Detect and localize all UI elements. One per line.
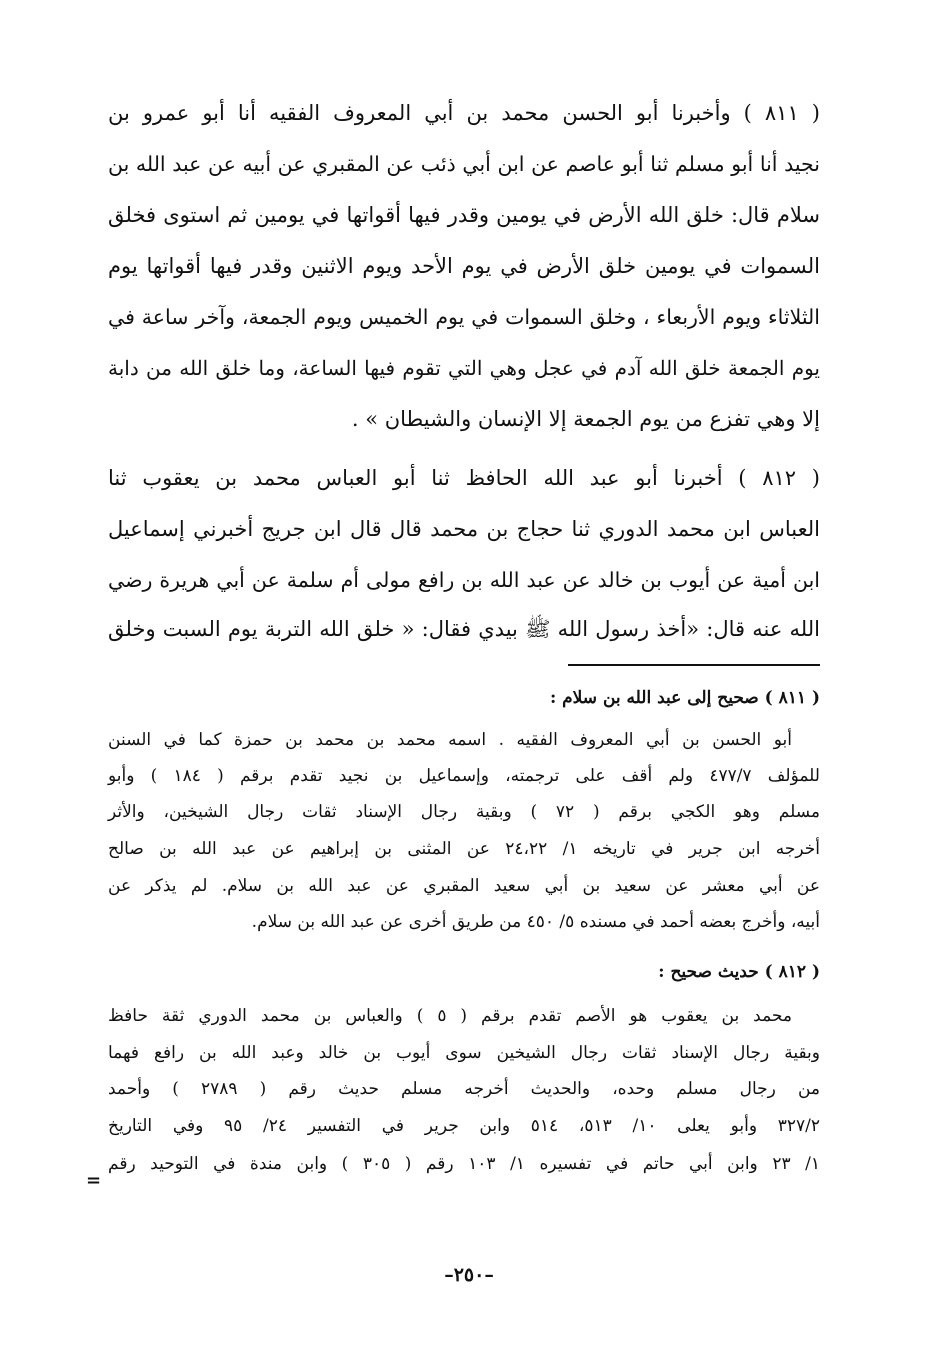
footnote-812-line: ١/ ٢٣ وابن أبي حاتم في تفسيره ١/ ١٠٣ رقم ( ٣٠٥ ) وابن مندة في التوحيد رقم	[108, 1154, 820, 1174]
footnote-812-line: ٣٢٧/٢ وأبو يعلى ١٠/ ٥١٣، ٥١٤ وابن جرير في التفسير ٢٤/ ٩٥ وفي التاريخ	[108, 1116, 821, 1136]
footnote-811-line: أبو الحسن بن أبي المعروف الفقيه . اسمه محمد بن محمد بن حمزة كما في السنن	[108, 730, 792, 750]
hadith-811-line: سلام قال: خلق الله الأرض في يومين وقدر فيها أقواتها في يومين ثم استوى فخلق	[108, 203, 820, 227]
page-number: –٢٥٠–	[444, 1264, 494, 1286]
footnote-811-line: أخرجه ابن جرير في تاريخه ١/ ٢٤،٢٢ عن المثنى بن إبراهيم عن عبد الله بن صالح	[108, 839, 820, 859]
footnote-811-line: أبيه، وأخرج بعضه أحمد في مسنده ٥/ ٤٥٠ من طريق أخرى عن عبد الله بن سلام.	[251, 912, 820, 932]
footnote-812-line: محمد بن يعقوب هو الأصم تقدم برقم ( ٥ ) والعباس بن محمد الدوري ثقة حافظ	[108, 1006, 792, 1026]
footnote-812-heading: ( ٨١٢ ) حديث صحيح :	[658, 962, 820, 982]
hadith-812-line: ( ٨١٢ ) أخبرنا أبو عبد الله الحافظ ثنا أبو العباس محمد بن يعقوب ثنا	[108, 466, 820, 490]
footnote-811-line: مسلم وهو الكجي برقم ( ٧٢ ) وبقية رجال الإسناد ثقات رجال الشيخين، والأثر	[108, 802, 820, 822]
hadith-811-line: السموات في يومين خلق الأرض في يوم الأحد ويوم الاثنين وقدر فيها أقواتها يوم	[108, 254, 820, 278]
hadith-812-line: ابن أمية عن أيوب بن خالد عن عبد الله بن رافع مولى أم سلمة عن أبي هريرة رضي	[108, 568, 820, 592]
continuation-mark: =	[86, 1170, 102, 1191]
hadith-811-line: إلا وهي تفزع من يوم الجمعة إلا الإنسان والشيطان » .	[351, 407, 820, 431]
hadith-812-line: الله عنه قال: «أخذ رسول الله ﷺ بيدي فقال: « خلق الله التربة يوم السبت وخلق	[108, 617, 820, 641]
hadith-811-line: نجيد أنا أبو مسلم ثنا أبو عاصم عن ابن أبي ذئب عن المقبري عن أبيه عن عبد الله بن	[108, 152, 820, 176]
footnote-811-line: للمؤلف ٤٧٧/٧ ولم أقف على ترجمته، وإسماعيل بن نجيد تقدم برقم ( ١٨٤ ) وأبو	[108, 766, 820, 786]
footnote-811-line: عن أبي معشر عن سعيد بن أبي سعيد المقبري عن عبد الله بن سلام. لم يذكر عن	[108, 876, 820, 896]
hadith-811-line: الثلاثاء ويوم الأربعاء ، وخلق السموات في يوم الخميس ويوم الجمعة، وآخر ساعة في	[108, 305, 820, 329]
footnote-811-heading: ( ٨١١ ) صحيح إلى عبد الله بن سلام :	[549, 688, 820, 708]
footnote-812-line: وبقية رجال الإسناد ثقات رجال الشيخين سوى أيوب بن خالد وعبد الله بن رافع فهما	[108, 1043, 820, 1063]
footnote-812-line: من رجال مسلم وحده، والحديث أخرجه مسلم حديث رقم ( ٢٧٨٩ ) وأحمد	[108, 1079, 820, 1099]
footnote-divider	[568, 664, 820, 666]
hadith-812-line: العباس ابن محمد الدوري ثنا حجاج بن محمد قال قال ابن جريج أخبرني إسماعيل	[108, 517, 820, 541]
hadith-811-line: ( ٨١١ ) وأخبرنا أبو الحسن محمد بن أبي المعروف الفقيه أنا أبو عمرو بن	[108, 101, 820, 125]
hadith-811-line: يوم الجمعة خلق الله آدم في عجل وهي التي تقوم فيها الساعة، وما خلق الله من دابة	[108, 356, 820, 380]
